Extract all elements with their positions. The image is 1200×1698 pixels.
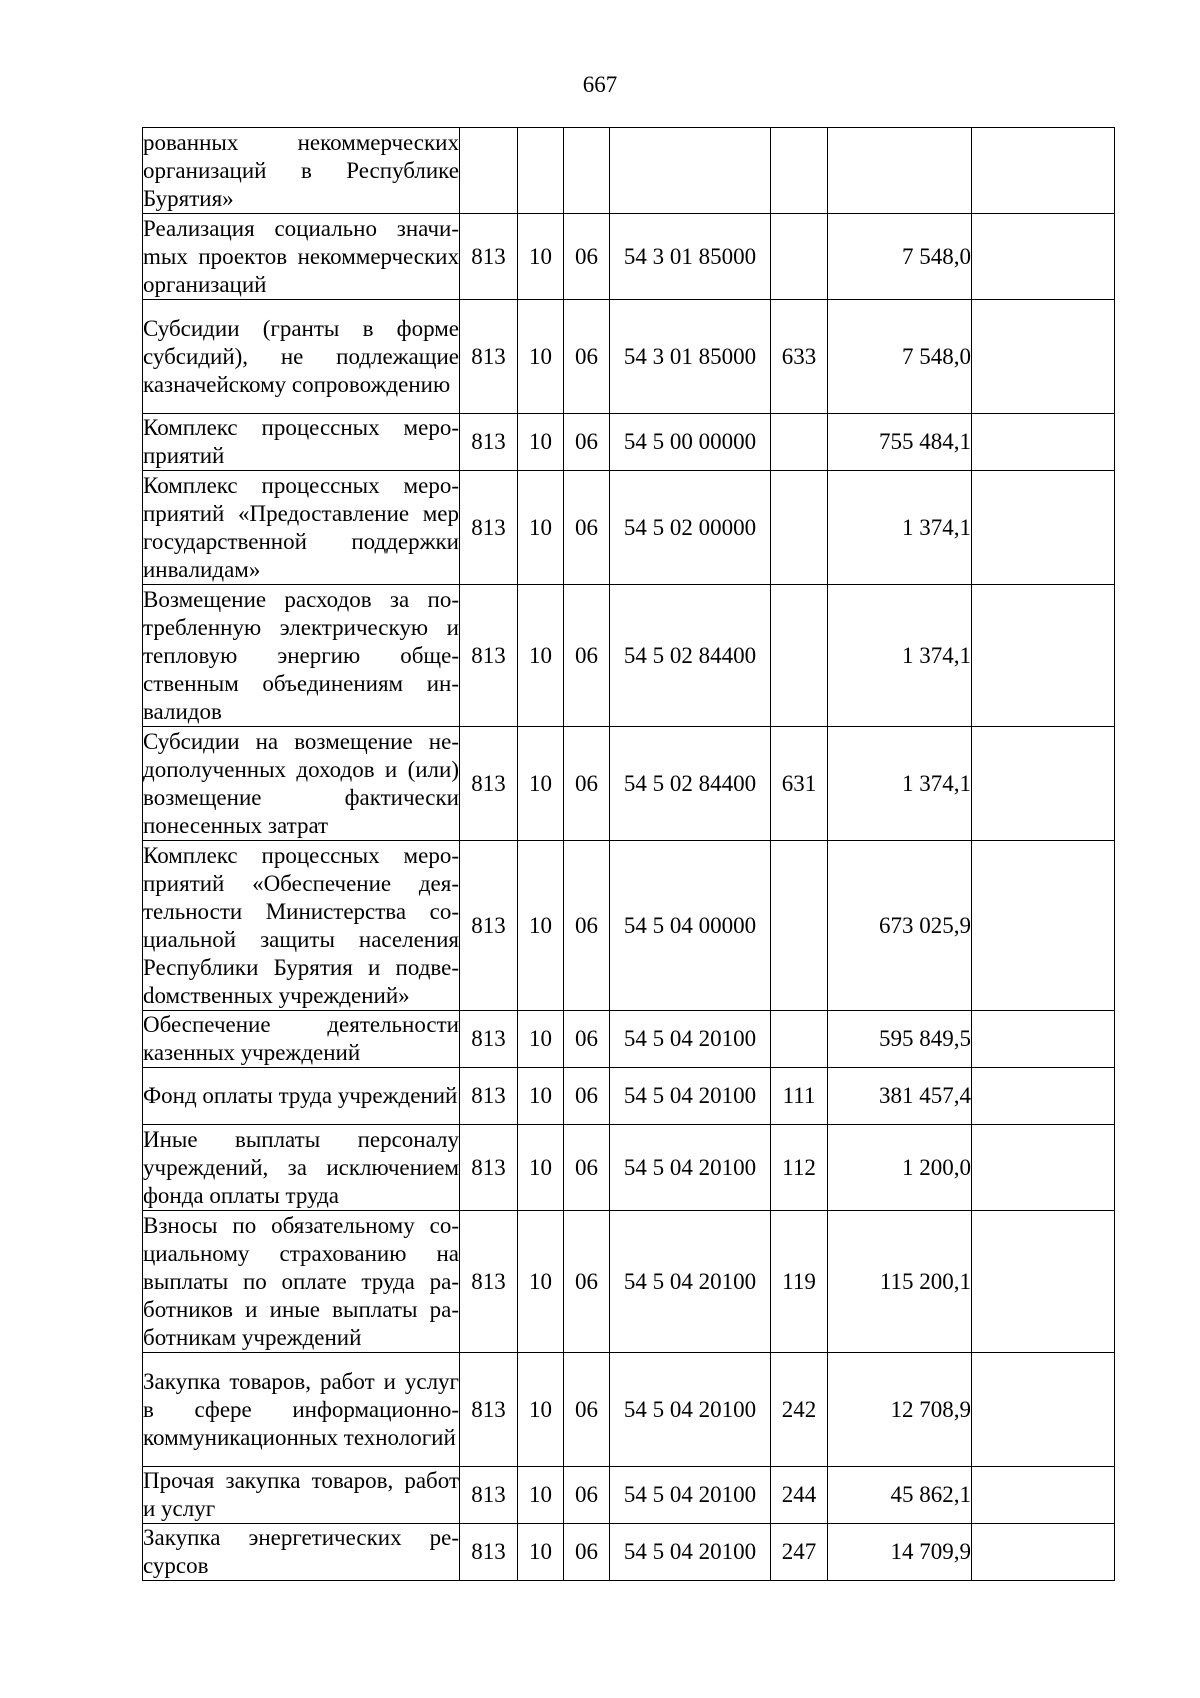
cell-pr: 06 <box>564 1467 610 1524</box>
cell-grbs: 813 <box>460 1467 518 1524</box>
cell-rz: 10 <box>518 414 564 471</box>
cell-csr: 54 5 04 20100 <box>610 1353 771 1467</box>
budget-table <box>142 127 1115 1581</box>
cell-note <box>972 1125 1115 1211</box>
cell-note <box>972 1524 1115 1581</box>
cell-note <box>972 414 1115 471</box>
cell-csr: 54 5 04 20100 <box>610 1211 771 1353</box>
cell-vr: 244 <box>771 1467 828 1524</box>
cell-vr <box>771 214 828 300</box>
cell-note <box>972 841 1115 1011</box>
cell-rz: 10 <box>518 841 564 1011</box>
cell-grbs: 813 <box>460 471 518 585</box>
cell-csr: 54 5 04 20100 <box>610 1524 771 1581</box>
cell-sum: 7 548,0 <box>828 300 972 414</box>
cell-name: Реализация социально значиmых проектов некоммерческих организаций <box>143 214 460 300</box>
cell-note <box>972 128 1115 214</box>
table-row <box>143 214 1115 300</box>
cell-name: Закупка энергетических ресурсов <box>143 1524 460 1581</box>
cell-name: Субсидии на возмещение недополученных доходов и (или) возмещение фактически понесенных затрат <box>143 727 460 841</box>
cell-rz: 10 <box>518 1211 564 1353</box>
cell-rz: 10 <box>518 214 564 300</box>
table-row <box>143 727 1115 841</box>
page-number: 667 <box>582 72 618 97</box>
cell-sum: 1 374,1 <box>828 727 972 841</box>
cell-csr: 54 5 02 84400 <box>610 585 771 727</box>
cell-pr: 06 <box>564 1524 610 1581</box>
cell-csr: 54 5 04 20100 <box>610 1011 771 1068</box>
cell-vr: 247 <box>771 1524 828 1581</box>
cell-note <box>972 300 1115 414</box>
cell-name: Комплекс процессных мероприятий <box>143 414 460 471</box>
cell-pr: 06 <box>564 1353 610 1467</box>
cell-sum: 14 709,9 <box>828 1524 972 1581</box>
cell-csr: 54 5 02 00000 <box>610 471 771 585</box>
cell-pr: 06 <box>564 414 610 471</box>
cell-vr <box>771 471 828 585</box>
cell-grbs: 813 <box>460 841 518 1011</box>
cell-grbs: 813 <box>460 1011 518 1068</box>
table-row <box>143 1068 1115 1125</box>
cell-rz: 10 <box>518 1068 564 1125</box>
table-row <box>143 1011 1115 1068</box>
cell-rz: 10 <box>518 471 564 585</box>
cell-sum: 595 849,5 <box>828 1011 972 1068</box>
cell-grbs: 813 <box>460 727 518 841</box>
cell-name: Субсидии (гранты в форме субсидий), не подлежащие казначейскому сопровождению <box>143 300 460 414</box>
cell-grbs: 813 <box>460 1125 518 1211</box>
cell-pr: 06 <box>564 585 610 727</box>
cell-grbs: 813 <box>460 214 518 300</box>
table-row <box>143 1524 1115 1581</box>
cell-csr: 54 5 04 00000 <box>610 841 771 1011</box>
cell-pr: 06 <box>564 727 610 841</box>
cell-name: Взносы по обязательному социальному страхованию на выплаты по оплате труда работников и иные выплаты работникам учреждений <box>143 1211 460 1353</box>
cell-sum: 7 548,0 <box>828 214 972 300</box>
cell-grbs: 813 <box>460 585 518 727</box>
cell-pr: 06 <box>564 1125 610 1211</box>
cell-name: Фонд оплаты труда учреждений <box>143 1068 460 1125</box>
cell-sum: 673 025,9 <box>828 841 972 1011</box>
cell-rz: 10 <box>518 1125 564 1211</box>
cell-note <box>972 1467 1115 1524</box>
table-row <box>143 1353 1115 1467</box>
cell-note <box>972 1353 1115 1467</box>
cell-name: Возмещение расходов за потребленную электрическую и тепловую энергию общественным объединениям инвалидов <box>143 585 460 727</box>
cell-name: Прочая закупка товаров, работ и услуг <box>143 1467 460 1524</box>
table-row <box>143 414 1115 471</box>
cell-vr <box>771 414 828 471</box>
cell-name: Обеспечение деятельности казенных учреждений <box>143 1011 460 1068</box>
cell-name: Комплекс процессных мероприятий «Обеспечение деятельности Министерства социальной защиты населения Республики Бурятия и подвеdомственных учреждений» <box>143 841 460 1011</box>
table-row <box>143 1125 1115 1211</box>
cell-name: рованных некоммерческих организаций в Республике Бурятия» <box>143 128 460 214</box>
cell-sum: 115 200,1 <box>828 1211 972 1353</box>
cell-pr: 06 <box>564 471 610 585</box>
cell-name: Иные выплаты персоналу учреждений, за исключением фонда оплаты труда <box>143 1125 460 1211</box>
cell-vr: 631 <box>771 727 828 841</box>
cell-grbs <box>460 128 518 214</box>
cell-pr: 06 <box>564 1011 610 1068</box>
cell-note <box>972 1211 1115 1353</box>
cell-vr: 119 <box>771 1211 828 1353</box>
cell-note <box>972 1068 1115 1125</box>
cell-vr: 633 <box>771 300 828 414</box>
table-row <box>143 300 1115 414</box>
cell-rz <box>518 128 564 214</box>
cell-note <box>972 1011 1115 1068</box>
cell-csr: 54 5 00 00000 <box>610 414 771 471</box>
table-row <box>143 128 1115 214</box>
cell-csr <box>610 128 771 214</box>
cell-rz: 10 <box>518 585 564 727</box>
cell-vr <box>771 841 828 1011</box>
cell-sum: 12 708,9 <box>828 1353 972 1467</box>
cell-grbs: 813 <box>460 300 518 414</box>
cell-pr <box>564 128 610 214</box>
cell-csr: 54 3 01 85000 <box>610 214 771 300</box>
cell-rz: 10 <box>518 1353 564 1467</box>
cell-name: Закупка товаров, работ и услуг в сфере информационно-коммуникационных технологий <box>143 1353 460 1467</box>
table-row <box>143 1211 1115 1353</box>
cell-pr: 06 <box>564 214 610 300</box>
cell-vr <box>771 128 828 214</box>
cell-grbs: 813 <box>460 1353 518 1467</box>
cell-sum: 1 374,1 <box>828 471 972 585</box>
cell-sum <box>828 128 972 214</box>
cell-grbs: 813 <box>460 1524 518 1581</box>
cell-pr: 06 <box>564 1211 610 1353</box>
cell-csr: 54 3 01 85000 <box>610 300 771 414</box>
cell-note <box>972 214 1115 300</box>
cell-grbs: 813 <box>460 414 518 471</box>
table-row <box>143 471 1115 585</box>
cell-csr: 54 5 04 20100 <box>610 1467 771 1524</box>
cell-rz: 10 <box>518 1524 564 1581</box>
cell-vr <box>771 1011 828 1068</box>
cell-csr: 54 5 04 20100 <box>610 1068 771 1125</box>
cell-vr: 111 <box>771 1068 828 1125</box>
table-body <box>143 128 1115 1581</box>
cell-sum: 45 862,1 <box>828 1467 972 1524</box>
cell-grbs: 813 <box>460 1068 518 1125</box>
cell-rz: 10 <box>518 300 564 414</box>
cell-note <box>972 471 1115 585</box>
cell-name: Комплекс процессных мероприятий «Предоставление мер государственной поддержки инвалидам» <box>143 471 460 585</box>
cell-vr: 112 <box>771 1125 828 1211</box>
table-row <box>143 841 1115 1011</box>
cell-sum: 381 457,4 <box>828 1068 972 1125</box>
cell-pr: 06 <box>564 841 610 1011</box>
cell-sum: 755 484,1 <box>828 414 972 471</box>
cell-csr: 54 5 02 84400 <box>610 727 771 841</box>
cell-rz: 10 <box>518 1011 564 1068</box>
cell-sum: 1 200,0 <box>828 1125 972 1211</box>
table-row <box>143 585 1115 727</box>
cell-sum: 1 374,1 <box>828 585 972 727</box>
cell-rz: 10 <box>518 1467 564 1524</box>
cell-pr: 06 <box>564 300 610 414</box>
cell-vr <box>771 585 828 727</box>
cell-note <box>972 585 1115 727</box>
table-row <box>143 1467 1115 1524</box>
cell-vr: 242 <box>771 1353 828 1467</box>
cell-rz: 10 <box>518 727 564 841</box>
cell-csr: 54 5 04 20100 <box>610 1125 771 1211</box>
cell-note <box>972 727 1115 841</box>
cell-grbs: 813 <box>460 1211 518 1353</box>
cell-pr: 06 <box>564 1068 610 1125</box>
